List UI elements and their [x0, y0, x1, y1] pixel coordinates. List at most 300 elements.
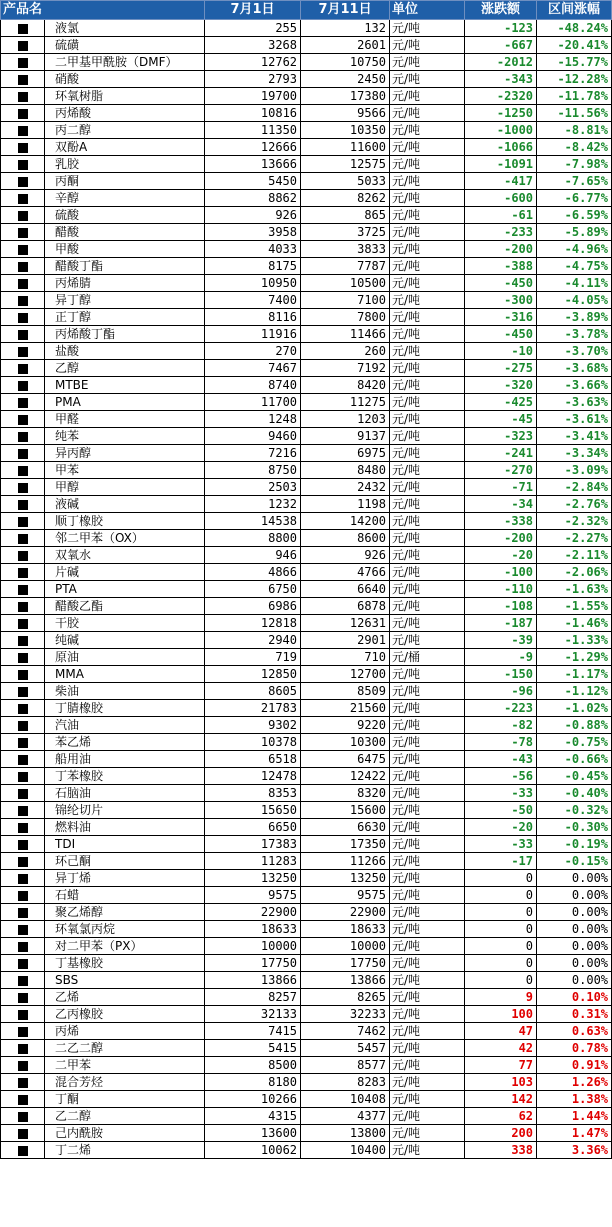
row-marker-icon	[1, 343, 45, 360]
row-marker-icon	[1, 819, 45, 836]
price-jul11-cell: 12700	[301, 666, 390, 683]
product-name-cell: 醋酸乙酯	[45, 598, 205, 615]
price-jul1-cell: 2503	[205, 479, 301, 496]
row-marker-icon	[1, 445, 45, 462]
unit-cell: 元/吨	[390, 411, 465, 428]
square-bullet-icon	[18, 194, 28, 204]
change-cell: -241	[465, 445, 537, 462]
price-jul11-cell: 5457	[301, 1040, 390, 1057]
price-jul1-cell: 255	[205, 20, 301, 37]
unit-cell: 元/吨	[390, 258, 465, 275]
row-marker-icon	[1, 955, 45, 972]
price-jul11-cell: 17750	[301, 955, 390, 972]
product-name-cell: 乙醇	[45, 360, 205, 377]
table-row	[1, 836, 612, 853]
unit-cell: 元/吨	[390, 326, 465, 343]
price-jul11-cell: 8600	[301, 530, 390, 547]
price-jul11-cell: 9575	[301, 887, 390, 904]
table-row	[1, 54, 612, 71]
price-jul11-cell: 6878	[301, 598, 390, 615]
square-bullet-icon	[18, 619, 28, 629]
square-bullet-icon	[18, 738, 28, 748]
table-row	[1, 377, 612, 394]
pct-cell: -4.96%	[537, 241, 612, 258]
header-change: 涨跌额	[465, 1, 537, 20]
unit-cell: 元/吨	[390, 122, 465, 139]
price-jul11-cell: 21560	[301, 700, 390, 717]
unit-cell: 元/吨	[390, 377, 465, 394]
row-marker-icon	[1, 683, 45, 700]
unit-cell: 元/吨	[390, 972, 465, 989]
unit-cell: 元/吨	[390, 1125, 465, 1142]
change-cell: 100	[465, 1006, 537, 1023]
square-bullet-icon	[18, 534, 28, 544]
table-body	[1, 20, 612, 1159]
table-row	[1, 683, 612, 700]
row-marker-icon	[1, 360, 45, 377]
product-name-cell: 液碱	[45, 496, 205, 513]
price-jul11-cell: 7800	[301, 309, 390, 326]
table-row	[1, 870, 612, 887]
unit-cell: 元/吨	[390, 394, 465, 411]
price-jul11-cell: 7192	[301, 360, 390, 377]
change-cell: 0	[465, 904, 537, 921]
product-name-cell: 甲酸	[45, 241, 205, 258]
pct-cell: 0.00%	[537, 955, 612, 972]
change-cell: -17	[465, 853, 537, 870]
unit-cell: 元/吨	[390, 462, 465, 479]
table-row	[1, 547, 612, 564]
product-name-cell: 丙烯腈	[45, 275, 205, 292]
change-cell: 0	[465, 955, 537, 972]
price-jul11-cell: 8420	[301, 377, 390, 394]
table-row	[1, 479, 612, 496]
price-jul11-cell: 865	[301, 207, 390, 224]
unit-cell: 元/吨	[390, 156, 465, 173]
row-marker-icon	[1, 1006, 45, 1023]
change-cell: -323	[465, 428, 537, 445]
unit-cell: 元/吨	[390, 632, 465, 649]
row-marker-icon	[1, 479, 45, 496]
unit-cell: 元/吨	[390, 1023, 465, 1040]
price-jul11-cell: 10000	[301, 938, 390, 955]
table-row	[1, 1074, 612, 1091]
price-jul11-cell: 8480	[301, 462, 390, 479]
price-jul1-cell: 12762	[205, 54, 301, 71]
price-jul1-cell: 4866	[205, 564, 301, 581]
product-name-cell: 异丁醇	[45, 292, 205, 309]
unit-cell: 元/吨	[390, 666, 465, 683]
change-cell: -150	[465, 666, 537, 683]
price-jul11-cell: 7787	[301, 258, 390, 275]
row-marker-icon	[1, 802, 45, 819]
price-jul11-cell: 3833	[301, 241, 390, 258]
row-marker-icon	[1, 853, 45, 870]
square-bullet-icon	[18, 636, 28, 646]
price-jul1-cell: 5450	[205, 173, 301, 190]
row-marker-icon	[1, 1023, 45, 1040]
change-cell: 338	[465, 1142, 537, 1159]
unit-cell: 元/吨	[390, 20, 465, 37]
table-row	[1, 139, 612, 156]
change-cell: 0	[465, 921, 537, 938]
square-bullet-icon	[18, 1095, 28, 1105]
pct-cell: -1.17%	[537, 666, 612, 683]
unit-cell: 元/吨	[390, 836, 465, 853]
square-bullet-icon	[18, 432, 28, 442]
product-name-cell: 盐酸	[45, 343, 205, 360]
square-bullet-icon	[18, 75, 28, 85]
pct-cell: -0.30%	[537, 819, 612, 836]
price-jul1-cell: 13600	[205, 1125, 301, 1142]
table-row	[1, 173, 612, 190]
pct-cell: -2.11%	[537, 547, 612, 564]
price-jul1-cell: 17750	[205, 955, 301, 972]
change-cell: -110	[465, 581, 537, 598]
price-jul11-cell: 13866	[301, 972, 390, 989]
price-jul1-cell: 8750	[205, 462, 301, 479]
change-cell: -82	[465, 717, 537, 734]
price-jul11-cell: 2432	[301, 479, 390, 496]
row-marker-icon	[1, 530, 45, 547]
price-jul11-cell: 10350	[301, 122, 390, 139]
row-marker-icon	[1, 632, 45, 649]
change-cell: -39	[465, 632, 537, 649]
pct-cell: -1.12%	[537, 683, 612, 700]
change-cell: -43	[465, 751, 537, 768]
row-marker-icon	[1, 377, 45, 394]
table-row	[1, 1040, 612, 1057]
row-marker-icon	[1, 768, 45, 785]
header-row	[1, 1, 612, 20]
unit-cell: 元/吨	[390, 921, 465, 938]
change-cell: -50	[465, 802, 537, 819]
square-bullet-icon	[18, 143, 28, 153]
square-bullet-icon	[18, 415, 28, 425]
price-jul1-cell: 8175	[205, 258, 301, 275]
square-bullet-icon	[18, 1010, 28, 1020]
row-marker-icon	[1, 972, 45, 989]
row-marker-icon	[1, 989, 45, 1006]
pct-cell: -3.41%	[537, 428, 612, 445]
product-name-cell: 环氧树脂	[45, 88, 205, 105]
change-cell: -2320	[465, 88, 537, 105]
price-jul11-cell: 1203	[301, 411, 390, 428]
pct-cell: -3.09%	[537, 462, 612, 479]
table-row	[1, 88, 612, 105]
square-bullet-icon	[18, 177, 28, 187]
unit-cell: 元/吨	[390, 904, 465, 921]
table-row	[1, 564, 612, 581]
price-jul11-cell: 10500	[301, 275, 390, 292]
product-name-cell: 汽油	[45, 717, 205, 734]
pct-cell: -6.77%	[537, 190, 612, 207]
price-jul1-cell: 12850	[205, 666, 301, 683]
product-name-cell: 丁基橡胶	[45, 955, 205, 972]
pct-cell: -3.34%	[537, 445, 612, 462]
price-jul1-cell: 8257	[205, 989, 301, 1006]
product-name-cell: 二甲基甲酰胺（DMF）	[45, 54, 205, 71]
product-name-cell: 混合芳烃	[45, 1074, 205, 1091]
price-jul1-cell: 9302	[205, 717, 301, 734]
pct-cell: 0.00%	[537, 972, 612, 989]
price-jul11-cell: 7462	[301, 1023, 390, 1040]
row-marker-icon	[1, 105, 45, 122]
unit-cell: 元/吨	[390, 1057, 465, 1074]
price-jul1-cell: 6986	[205, 598, 301, 615]
table-row	[1, 598, 612, 615]
product-name-cell: 纯苯	[45, 428, 205, 445]
table-row	[1, 394, 612, 411]
square-bullet-icon	[18, 1129, 28, 1139]
change-cell: 42	[465, 1040, 537, 1057]
table-row	[1, 343, 612, 360]
pct-cell: -0.66%	[537, 751, 612, 768]
square-bullet-icon	[18, 772, 28, 782]
square-bullet-icon	[18, 840, 28, 850]
price-jul11-cell: 17350	[301, 836, 390, 853]
unit-cell: 元/吨	[390, 309, 465, 326]
unit-cell: 元/吨	[390, 581, 465, 598]
unit-cell: 元/吨	[390, 734, 465, 751]
product-name-cell: 甲醇	[45, 479, 205, 496]
table-row	[1, 105, 612, 122]
change-cell: -343	[465, 71, 537, 88]
change-cell: -1250	[465, 105, 537, 122]
change-cell: 200	[465, 1125, 537, 1142]
table-row	[1, 700, 612, 717]
price-jul11-cell: 9220	[301, 717, 390, 734]
price-jul11-cell: 13800	[301, 1125, 390, 1142]
unit-cell: 元/吨	[390, 547, 465, 564]
pct-cell: 0.78%	[537, 1040, 612, 1057]
change-cell: -187	[465, 615, 537, 632]
price-jul1-cell: 2940	[205, 632, 301, 649]
price-jul11-cell: 2450	[301, 71, 390, 88]
unit-cell: 元/吨	[390, 802, 465, 819]
product-name-cell: 邻二甲苯（OX）	[45, 530, 205, 547]
table-row	[1, 972, 612, 989]
table-row	[1, 649, 612, 666]
table-row	[1, 360, 612, 377]
pct-cell: 1.38%	[537, 1091, 612, 1108]
change-cell: -61	[465, 207, 537, 224]
row-marker-icon	[1, 615, 45, 632]
pct-cell: -1.33%	[537, 632, 612, 649]
square-bullet-icon	[18, 262, 28, 272]
change-cell: -1091	[465, 156, 537, 173]
product-name-cell: 甲醛	[45, 411, 205, 428]
price-jul1-cell: 3268	[205, 37, 301, 54]
product-name-cell: 乙二醇	[45, 1108, 205, 1125]
table-row	[1, 938, 612, 955]
product-name-cell: PTA	[45, 581, 205, 598]
unit-cell: 元/吨	[390, 768, 465, 785]
product-name-cell: 环己酮	[45, 853, 205, 870]
change-cell: -338	[465, 513, 537, 530]
product-name-cell: 片碱	[45, 564, 205, 581]
price-jul1-cell: 12478	[205, 768, 301, 785]
price-jul1-cell: 11283	[205, 853, 301, 870]
change-cell: -56	[465, 768, 537, 785]
row-marker-icon	[1, 1108, 45, 1125]
unit-cell: 元/吨	[390, 88, 465, 105]
pct-cell: 3.36%	[537, 1142, 612, 1159]
product-name-cell: PMA	[45, 394, 205, 411]
row-marker-icon	[1, 173, 45, 190]
price-jul11-cell: 12575	[301, 156, 390, 173]
table-row	[1, 785, 612, 802]
pct-cell: 0.63%	[537, 1023, 612, 1040]
unit-cell: 元/吨	[390, 428, 465, 445]
row-marker-icon	[1, 938, 45, 955]
price-jul11-cell: 14200	[301, 513, 390, 530]
square-bullet-icon	[18, 109, 28, 119]
price-jul1-cell: 11916	[205, 326, 301, 343]
square-bullet-icon	[18, 41, 28, 51]
row-marker-icon	[1, 598, 45, 615]
square-bullet-icon	[18, 160, 28, 170]
square-bullet-icon	[18, 381, 28, 391]
product-name-cell: 丁酮	[45, 1091, 205, 1108]
header-product-name: 产品名	[1, 1, 205, 20]
unit-cell: 元/吨	[390, 1040, 465, 1057]
pct-cell: -12.28%	[537, 71, 612, 88]
square-bullet-icon	[18, 568, 28, 578]
unit-cell: 元/吨	[390, 683, 465, 700]
square-bullet-icon	[18, 1044, 28, 1054]
price-jul1-cell: 21783	[205, 700, 301, 717]
pct-cell: -4.11%	[537, 275, 612, 292]
pct-cell: -3.70%	[537, 343, 612, 360]
product-name-cell: 双酚A	[45, 139, 205, 156]
square-bullet-icon	[18, 959, 28, 969]
change-cell: -600	[465, 190, 537, 207]
table-row	[1, 819, 612, 836]
unit-cell: 元/吨	[390, 785, 465, 802]
price-jul1-cell: 19700	[205, 88, 301, 105]
row-marker-icon	[1, 1091, 45, 1108]
pct-cell: 0.31%	[537, 1006, 612, 1023]
price-jul11-cell: 7100	[301, 292, 390, 309]
pct-cell: -3.66%	[537, 377, 612, 394]
price-jul1-cell: 32133	[205, 1006, 301, 1023]
change-cell: 0	[465, 870, 537, 887]
square-bullet-icon	[18, 976, 28, 986]
unit-cell: 元/吨	[390, 479, 465, 496]
change-cell: -275	[465, 360, 537, 377]
price-jul1-cell: 1248	[205, 411, 301, 428]
table-row	[1, 445, 612, 462]
price-jul11-cell: 18633	[301, 921, 390, 938]
square-bullet-icon	[18, 330, 28, 340]
table-row	[1, 1142, 612, 1159]
price-jul11-cell: 6640	[301, 581, 390, 598]
square-bullet-icon	[18, 1146, 28, 1156]
table-row	[1, 411, 612, 428]
unit-cell: 元/吨	[390, 241, 465, 258]
square-bullet-icon	[18, 874, 28, 884]
pct-cell: 0.00%	[537, 887, 612, 904]
unit-cell: 元/吨	[390, 1074, 465, 1091]
row-marker-icon	[1, 224, 45, 241]
change-cell: -9	[465, 649, 537, 666]
price-jul11-cell: 6975	[301, 445, 390, 462]
table-row	[1, 258, 612, 275]
price-jul1-cell: 8180	[205, 1074, 301, 1091]
price-jul1-cell: 18633	[205, 921, 301, 938]
price-jul11-cell: 8262	[301, 190, 390, 207]
pct-cell: 1.47%	[537, 1125, 612, 1142]
change-cell: -667	[465, 37, 537, 54]
price-jul11-cell: 32233	[301, 1006, 390, 1023]
product-name-cell: 醋酸	[45, 224, 205, 241]
table-row	[1, 666, 612, 683]
table-row	[1, 241, 612, 258]
price-jul11-cell: 15600	[301, 802, 390, 819]
pct-cell: -1.02%	[537, 700, 612, 717]
product-name-cell: 正丁醇	[45, 309, 205, 326]
product-name-cell: 丙酮	[45, 173, 205, 190]
square-bullet-icon	[18, 517, 28, 527]
price-jul11-cell: 10300	[301, 734, 390, 751]
square-bullet-icon	[18, 925, 28, 935]
price-jul1-cell: 7415	[205, 1023, 301, 1040]
change-cell: -388	[465, 258, 537, 275]
pct-cell: -6.59%	[537, 207, 612, 224]
change-cell: -108	[465, 598, 537, 615]
price-jul11-cell: 4766	[301, 564, 390, 581]
price-jul11-cell: 10750	[301, 54, 390, 71]
change-cell: 77	[465, 1057, 537, 1074]
row-marker-icon	[1, 581, 45, 598]
pct-cell: -0.15%	[537, 853, 612, 870]
table-row	[1, 224, 612, 241]
unit-cell: 元/吨	[390, 190, 465, 207]
row-marker-icon	[1, 462, 45, 479]
product-name-cell: 二甲苯	[45, 1057, 205, 1074]
price-jul1-cell: 6750	[205, 581, 301, 598]
square-bullet-icon	[18, 449, 28, 459]
square-bullet-icon	[18, 602, 28, 612]
price-jul1-cell: 10950	[205, 275, 301, 292]
unit-cell: 元/吨	[390, 275, 465, 292]
row-marker-icon	[1, 513, 45, 530]
product-name-cell: 石脑油	[45, 785, 205, 802]
product-name-cell: 液氯	[45, 20, 205, 37]
row-marker-icon	[1, 700, 45, 717]
row-marker-icon	[1, 394, 45, 411]
price-jul1-cell: 8740	[205, 377, 301, 394]
price-jul11-cell: 9137	[301, 428, 390, 445]
unit-cell: 元/吨	[390, 1142, 465, 1159]
price-jul1-cell: 22900	[205, 904, 301, 921]
unit-cell: 元/桶	[390, 649, 465, 666]
product-name-cell: 甲苯	[45, 462, 205, 479]
unit-cell: 元/吨	[390, 105, 465, 122]
product-name-cell: 对二甲苯（PX）	[45, 938, 205, 955]
square-bullet-icon	[18, 398, 28, 408]
table-row	[1, 513, 612, 530]
unit-cell: 元/吨	[390, 717, 465, 734]
table-row	[1, 1125, 612, 1142]
product-name-cell: 聚乙烯醇	[45, 904, 205, 921]
price-jul11-cell: 12422	[301, 768, 390, 785]
product-name-cell: 硫酸	[45, 207, 205, 224]
square-bullet-icon	[18, 823, 28, 833]
unit-cell: 元/吨	[390, 819, 465, 836]
price-jul1-cell: 10816	[205, 105, 301, 122]
